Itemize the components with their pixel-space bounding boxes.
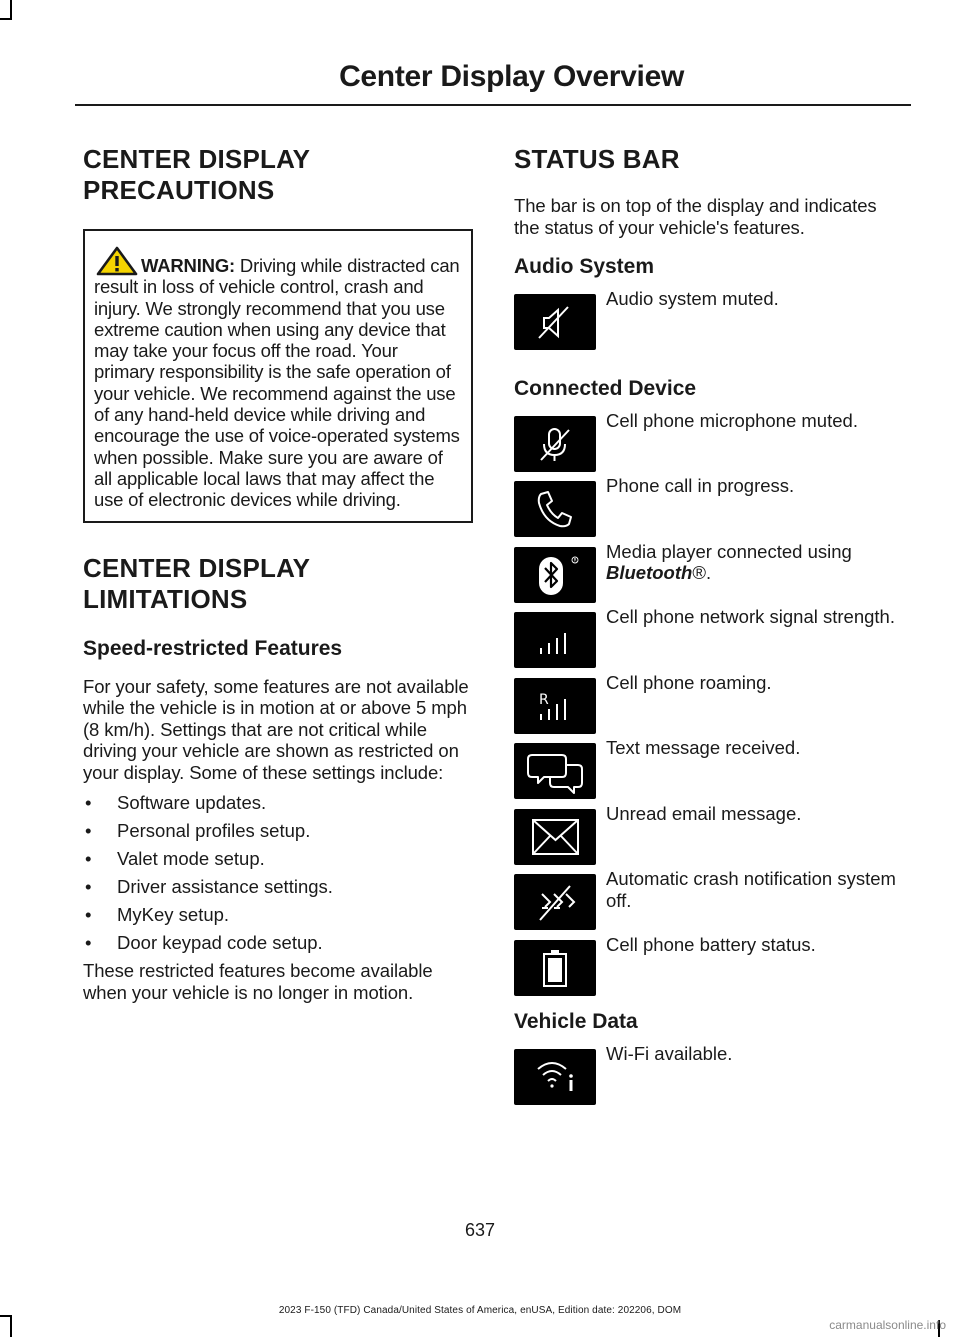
list-item-text: Valet mode setup. [117, 848, 265, 870]
device-items [514, 409, 904, 1006]
signal-strength-icon [514, 612, 596, 668]
status-description: Text message received. [606, 737, 801, 758]
status-row [514, 288, 904, 360]
warning-body: Driving while distracted can result in loss of vehicle control, crash and injury. We strongly recommend that you use extreme caution when using any device that may take your focus off the road. Your primary responsibility is the safe operation of your vehicle. We recommend against the use of any hand-held device while driving and encourage the use of voice-operated systems when possible. Make sure you are aware of all applicable local laws that may affect the use of electronic devices while driving. [94, 255, 460, 511]
status-description: Cell phone microphone muted. [606, 409, 858, 431]
text-message-icon [514, 743, 596, 799]
status-row [514, 868, 904, 940]
list-item [83, 932, 473, 953]
status-row [514, 737, 904, 809]
audio-items [514, 288, 904, 360]
wifi-info-icon [514, 1049, 596, 1105]
warning-label: WARNING: [141, 255, 235, 276]
list-item [83, 820, 473, 841]
phone-icon [514, 481, 596, 537]
left-column [83, 144, 473, 1003]
warning-text [94, 246, 462, 511]
list-item-text: Driver assistance settings. [117, 876, 333, 898]
status-description: Wi-Fi available. [606, 1043, 733, 1064]
heading-line: CENTER DISPLAY [83, 552, 311, 583]
status-row [514, 1043, 904, 1115]
status-description: Audio system muted. [606, 288, 779, 309]
battery-icon [514, 940, 596, 996]
status-row [514, 606, 904, 678]
email-icon [514, 809, 596, 865]
watermark: carmanualsonline.info [829, 1318, 946, 1332]
crop-mark [10, 1315, 12, 1337]
warning-box [83, 229, 473, 523]
status-description: Unread email message. [606, 802, 802, 824]
status-row [514, 933, 904, 1006]
crop-mark [0, 18, 12, 20]
status-row [514, 540, 904, 613]
bluetooth-icon [514, 547, 596, 603]
section-heading-precautions [83, 144, 473, 206]
text-part: Media player connected using [606, 540, 852, 562]
footer-edition-info: 2023 F-150 (TFD) Canada/United States of America, enUSA, Edition date: 202206, DOM [278, 1305, 682, 1316]
subheading-speed-restricted: Speed-restricted Features [83, 636, 343, 660]
status-description: Cell phone network signal strength. [606, 606, 895, 627]
warning-triangle-icon [96, 246, 138, 276]
bullet: • [85, 792, 92, 814]
list-item [83, 904, 473, 925]
microphone-muted-icon [514, 416, 596, 472]
subheading-connected-device: Connected Device [514, 376, 697, 400]
roaming-icon [514, 678, 596, 734]
right-column [514, 144, 904, 1115]
heading-line: PRECAUTIONS [83, 175, 275, 205]
status-row [514, 475, 904, 547]
text-part: ®. [692, 562, 712, 583]
list-item [83, 848, 473, 869]
svg-text:R: R [573, 557, 577, 562]
status-bar-intro: The bar is on top of the display and indicates the status of your vehicle's features. [514, 195, 877, 238]
bullet: • [85, 876, 92, 898]
heading-line: CENTER DISPLAY [83, 144, 311, 174]
list-item [83, 792, 473, 813]
speaker-muted-icon [514, 294, 596, 350]
subheading-audio-system: Audio System [514, 255, 655, 278]
intro-paragraph: For your safety, some features are not available while the vehicle is in motion at or above 5 mph (8 km/h). Settings that are not critical while driving your vehicle are shown as restricted on your display. Some of these settings include: [83, 675, 469, 783]
status-description: Phone call in progress. [606, 475, 795, 496]
list-item-text: MyKey setup. [117, 904, 230, 926]
status-description: Cell phone roaming. [606, 671, 772, 693]
status-description [606, 541, 906, 584]
bullet: • [85, 932, 92, 954]
list-item [83, 876, 473, 897]
section-heading-limitations [83, 553, 473, 615]
status-description: Cell phone battery status. [606, 933, 816, 955]
crash-notification-off-icon [514, 874, 596, 930]
bullet: • [85, 904, 92, 926]
list-item-text: Personal profiles setup. [117, 820, 311, 842]
status-row [514, 671, 904, 744]
restricted-settings-list [83, 792, 473, 953]
page-title: Center Display Overview [339, 60, 684, 93]
vehicle-items [514, 1043, 904, 1115]
status-row [514, 802, 904, 875]
page-number: 637 [464, 1220, 496, 1240]
status-row [514, 409, 904, 482]
crop-mark [10, 0, 12, 20]
list-item-text: Software updates. [117, 792, 267, 814]
bluetooth-term: Bluetooth [606, 562, 693, 583]
section-heading-status-bar: STATUS BAR [514, 144, 680, 174]
outro-paragraph: These restricted features become available when your vehicle is no longer in motion. [83, 960, 433, 1003]
heading-line: LIMITATIONS [83, 583, 248, 614]
status-description: Automatic crash notification system off. [606, 868, 896, 911]
bullet: • [85, 848, 92, 870]
bullet: • [85, 820, 92, 842]
list-item-text: Door keypad code setup. [117, 932, 323, 954]
header-divider [75, 104, 911, 106]
svg-text:R: R [539, 691, 549, 708]
subheading-vehicle-data: Vehicle Data [514, 1010, 638, 1033]
